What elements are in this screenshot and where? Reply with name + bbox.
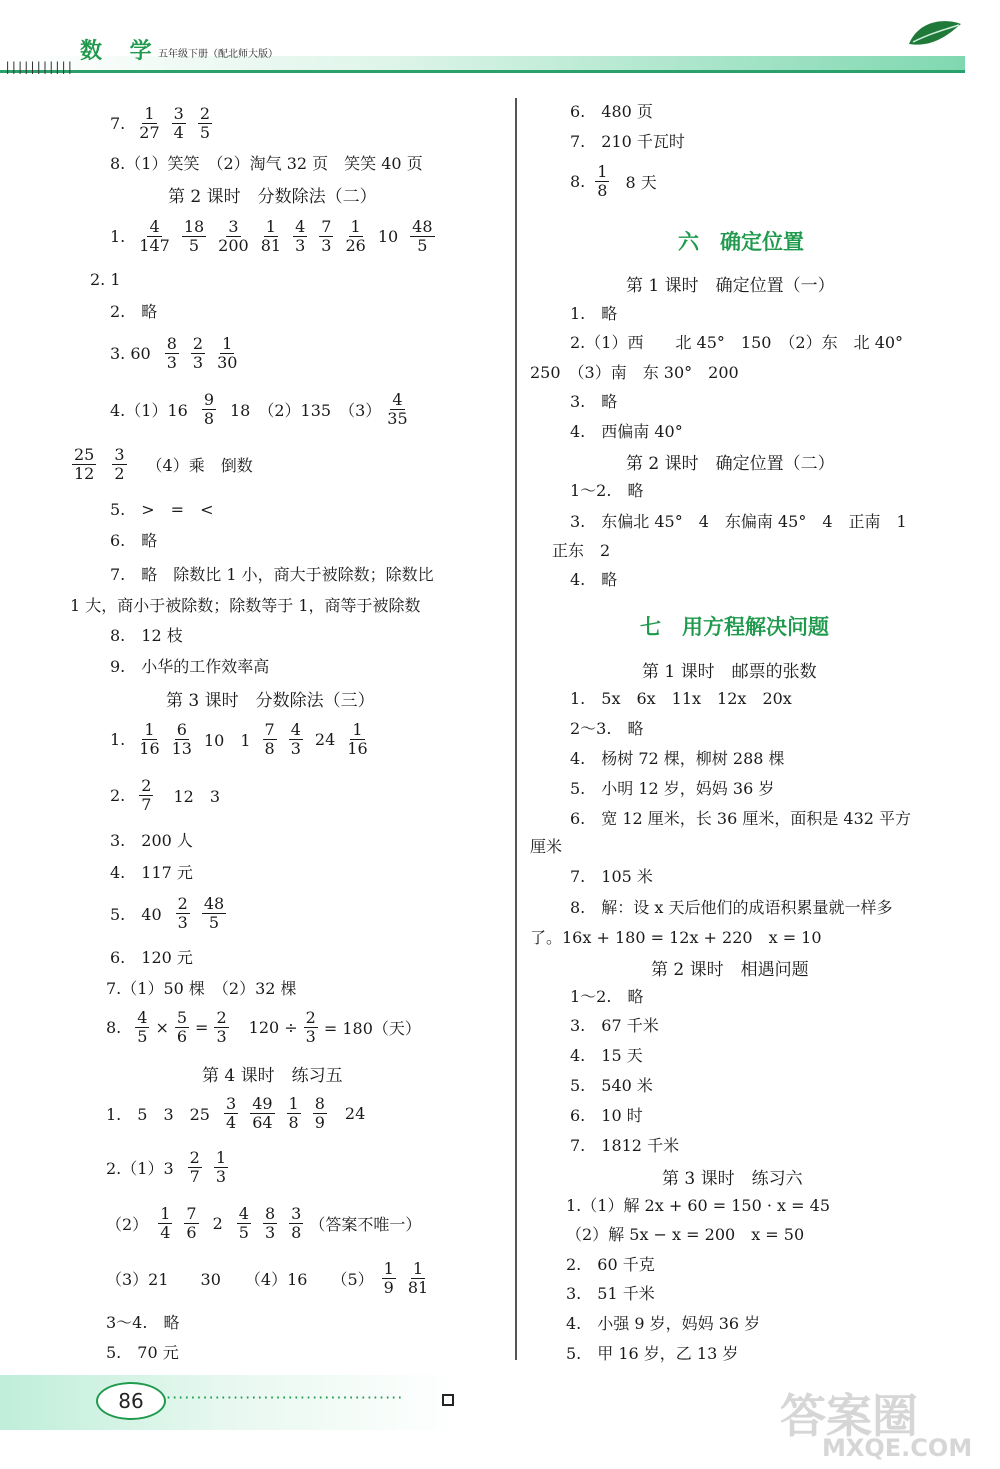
lesson-title: 第 2 课时 分数除法（二）	[168, 187, 377, 207]
fraction: $\frac{3}{4}$	[173, 103, 184, 142]
answer-line: 2.（1）西 北 45° 150 （2）东 北 40°	[570, 332, 904, 352]
answer-line: 7. 略 除数比 1 小，商大于被除数；除数比	[110, 564, 434, 584]
fraction: $\frac{1}{30}$	[217, 333, 238, 372]
lesson-title: 第 4 课时 练习五	[202, 1066, 343, 1086]
answer-line: 2. 略	[110, 301, 158, 321]
item-label: 8.	[106, 1017, 122, 1037]
answer-line: 7. 1812 千米	[570, 1135, 680, 1155]
value: 2	[212, 1213, 223, 1233]
header-rule	[0, 70, 965, 73]
value: 10	[377, 226, 399, 246]
answer-line: 2～3. 略	[570, 718, 644, 738]
text: 12 3	[173, 786, 220, 806]
fraction: $\frac{4}{3}$	[295, 216, 306, 255]
answer-line: 3. 略	[570, 391, 618, 411]
leaf-icon	[905, 14, 965, 58]
answer-line: 4. 西偏南 40°	[570, 421, 683, 441]
item-label: 5. 40	[110, 904, 162, 924]
item-label: 2.	[110, 785, 126, 805]
fraction: $\frac{1}{26}$	[345, 216, 366, 255]
text: 18 （2）135 （3）	[230, 400, 382, 420]
answer-line: 5. 甲 16 岁，乙 13 岁	[566, 1343, 739, 1363]
answer-line: 250 （3）南 东 30° 200	[530, 362, 739, 382]
fraction: $\frac{1}{16}$	[139, 719, 160, 758]
fraction: $\frac{2}{3}$	[216, 1007, 227, 1046]
item-label: 3. 60	[110, 343, 151, 363]
answer-line: 1. 略	[570, 303, 618, 323]
fraction: $\frac{2}{7}$	[141, 775, 152, 814]
fraction: $\frac{1}{4}$	[160, 1203, 171, 1242]
fraction: $\frac{2}{3}$	[177, 893, 188, 932]
fraction: $\frac{2}{5}$	[199, 103, 210, 142]
lesson-title: 第 3 课时 练习六	[662, 1169, 803, 1189]
answer-line: 4. 小强 9 岁，妈妈 36 岁	[566, 1313, 761, 1333]
answer-line: 1～2. 略	[570, 986, 644, 1006]
answer-line: 7. 210 千瓦时	[570, 131, 685, 151]
answer-line	[110, 332, 243, 374]
item-label: 8.	[570, 171, 586, 191]
text: = 180（天）	[323, 1018, 421, 1038]
item-label: 1. 5 3 25	[106, 1104, 210, 1124]
answer-line: 8.（1）笑笑 （2）淘气 32 页 笑笑 40 页	[110, 153, 423, 173]
answer-line	[570, 160, 657, 202]
answer-line	[106, 1006, 421, 1048]
operator: =	[195, 1017, 209, 1037]
watermark-url: MXQE.COM	[822, 1434, 973, 1462]
lesson-title: 第 1 课时 邮票的张数	[642, 662, 817, 682]
answer-line: 7.（1）50 棵 （2）32 棵	[106, 978, 297, 998]
fraction: $\frac{1}{81}$	[407, 1258, 429, 1297]
lesson-title: 第 3 课时 分数除法（三）	[166, 691, 375, 711]
answer-line	[106, 1146, 234, 1188]
grade-label: 五年级下册（配北师大版）	[158, 49, 278, 60]
fraction: $\frac{2}{3}$	[192, 333, 204, 372]
answer-line: 了。16x + 180 = 12x + 220 x = 10	[530, 927, 822, 947]
answer-line	[106, 1202, 421, 1244]
item-label: （2）	[106, 1214, 149, 1234]
column-divider	[515, 98, 517, 1360]
answer-line: 3. 67 千米	[570, 1015, 659, 1035]
fraction: $\frac{1}{8}$	[288, 1093, 299, 1132]
answer-line	[110, 388, 414, 430]
operator: ×	[155, 1017, 169, 1037]
answer-line: 厘米	[530, 836, 563, 856]
answer-line: 4. 117 元	[110, 862, 193, 882]
answer-line	[110, 892, 232, 934]
value: 24	[344, 1103, 366, 1123]
fraction: $\frac{1}{9}$	[383, 1258, 394, 1297]
value: 24	[314, 729, 336, 749]
answer-line: 1. 5x 6x 11x 12x 20x	[570, 688, 792, 708]
item-label: 7.	[110, 113, 126, 133]
fraction: $\frac{7}{6}$	[186, 1203, 197, 1242]
fraction: $\frac{4}{5}$	[238, 1203, 249, 1242]
fraction: $\frac{48}{5}$	[203, 893, 225, 932]
page-number: 86	[96, 1382, 166, 1420]
fraction: $\frac{1}{8}$	[597, 161, 608, 200]
answer-line: 9. 小华的工作效率高	[110, 656, 270, 676]
fraction: $\frac{1}{27}$	[139, 103, 160, 142]
answer-line: 3. 51 千米	[566, 1283, 655, 1303]
answer-line	[106, 1092, 365, 1134]
fraction: $\frac{3}{200}$	[218, 216, 249, 255]
answer-line: 8. 解：设 x 天后他们的成语积累量就一样多	[570, 897, 893, 917]
answer-line: 5. 70 元	[106, 1342, 179, 1362]
fraction: $\frac{48}{5}$	[412, 216, 433, 255]
answer-line: 3. 东偏北 45° 4 东偏南 45° 4 正南 1	[570, 511, 907, 531]
answer-line: 3～4. 略	[106, 1312, 180, 1332]
subject-title: 数 学	[80, 39, 162, 64]
fraction: $\frac{1}{3}$	[215, 1147, 227, 1186]
answer-line	[110, 774, 220, 816]
text: （4）乘 倒数	[146, 455, 253, 475]
answer-line	[110, 718, 374, 760]
footer-dots: ·······································	[166, 1388, 404, 1407]
fraction: $\frac{2}{3}$	[305, 1007, 316, 1046]
fraction: $\frac{8}{3}$	[166, 333, 177, 372]
fraction: $\frac{9}{8}$	[203, 389, 214, 428]
fraction: $\frac{4}{3}$	[290, 719, 301, 758]
fraction: $\frac{7}{3}$	[321, 216, 332, 255]
item-label: （3）21 30 （4）16 （5）	[106, 1269, 374, 1289]
watermark-logo: 答案圈	[780, 1389, 918, 1443]
answer-line: 6. 120 元	[110, 947, 193, 967]
fraction: $\frac{7}{8}$	[264, 719, 275, 758]
footer-square-icon	[442, 1394, 454, 1406]
answer-line: 6. 略	[110, 530, 158, 550]
fraction: $\frac{2}{7}$	[189, 1147, 200, 1186]
fraction: $\frac{1}{16}$	[347, 719, 368, 758]
fraction: $\frac{3}{4}$	[226, 1093, 237, 1132]
answer-line: 8. 12 枝	[110, 625, 183, 645]
page-header	[0, 0, 1000, 80]
fraction: $\frac{25}{12}$	[74, 444, 95, 483]
fraction: $\frac{49}{64}$	[252, 1093, 273, 1132]
answer-line: 4. 杨树 72 棵，柳树 288 棵	[570, 748, 785, 768]
answer-line: 6. 480 页	[570, 101, 653, 121]
fraction: $\frac{4}{5}$	[137, 1007, 148, 1046]
text: 8 天	[625, 172, 657, 192]
fraction: $\frac{6}{13}$	[171, 719, 192, 758]
answer-line: 4. 15 天	[570, 1045, 643, 1065]
answer-line	[110, 103, 218, 143]
answer-line: 1 大，商小于被除数；除数等于 1，商等于被除数	[70, 595, 421, 615]
answer-line: 3. 200 人	[110, 830, 193, 850]
lesson-title: 第 2 课时 相遇问题	[651, 960, 809, 980]
fraction: $\frac{3}{8}$	[291, 1203, 302, 1242]
answer-line: 5. > = <	[110, 499, 214, 519]
fraction: $\frac{18}{5}$	[183, 216, 205, 255]
answer-line	[110, 215, 441, 257]
answer-line: 7. 105 米	[570, 866, 653, 886]
fraction: $\frac{4}{35}$	[387, 389, 408, 428]
lesson-title: 第 1 课时 确定位置（一）	[626, 276, 835, 296]
chapter-title: 六 确定位置	[678, 230, 804, 254]
answer-line: 1～2. 略	[570, 480, 644, 500]
answer-line: 5. 小明 12 岁，妈妈 36 岁	[570, 778, 775, 798]
answer-line: 2. 1	[90, 269, 121, 289]
fraction: $\frac{1}{81}$	[260, 216, 282, 255]
fraction: $\frac{8}{9}$	[314, 1093, 325, 1132]
answer-line: 2. 60 千克	[566, 1254, 655, 1274]
fraction: $\frac{5}{6}$	[176, 1007, 188, 1046]
answer-line: 1.（1）解 2x + 60 = 150 · x = 45	[566, 1195, 831, 1215]
answer-line	[106, 1257, 434, 1299]
answer-line: （2）解 5x − x = 200 x = 50	[566, 1224, 805, 1244]
item-label: 1.	[110, 226, 126, 246]
value: 10 1	[203, 730, 251, 750]
answer-line: 6. 宽 12 厘米，长 36 厘米，面积是 432 平方	[570, 808, 912, 828]
answer-line	[66, 443, 253, 485]
lesson-title: 第 2 课时 确定位置（二）	[626, 454, 835, 474]
header-ticks: |||||||||||	[4, 60, 73, 74]
chapter-title: 七 用方程解决问题	[640, 615, 829, 639]
item-label: 2.（1）3	[106, 1158, 174, 1178]
answer-line: 正东 2	[552, 540, 611, 560]
fraction: $\frac{3}{2}$	[114, 444, 125, 483]
answer-line: 4. 略	[570, 569, 618, 589]
text: 120 ÷	[248, 1017, 298, 1037]
item-label: 4.（1）16	[110, 400, 188, 420]
text: （答案不唯一）	[309, 1214, 422, 1234]
fraction: $\frac{4}{147}$	[139, 216, 170, 255]
answer-line: 5. 540 米	[570, 1075, 653, 1095]
answer-line: 6. 10 时	[570, 1105, 643, 1125]
fraction: $\frac{8}{3}$	[264, 1203, 276, 1242]
item-label: 1.	[110, 729, 126, 749]
